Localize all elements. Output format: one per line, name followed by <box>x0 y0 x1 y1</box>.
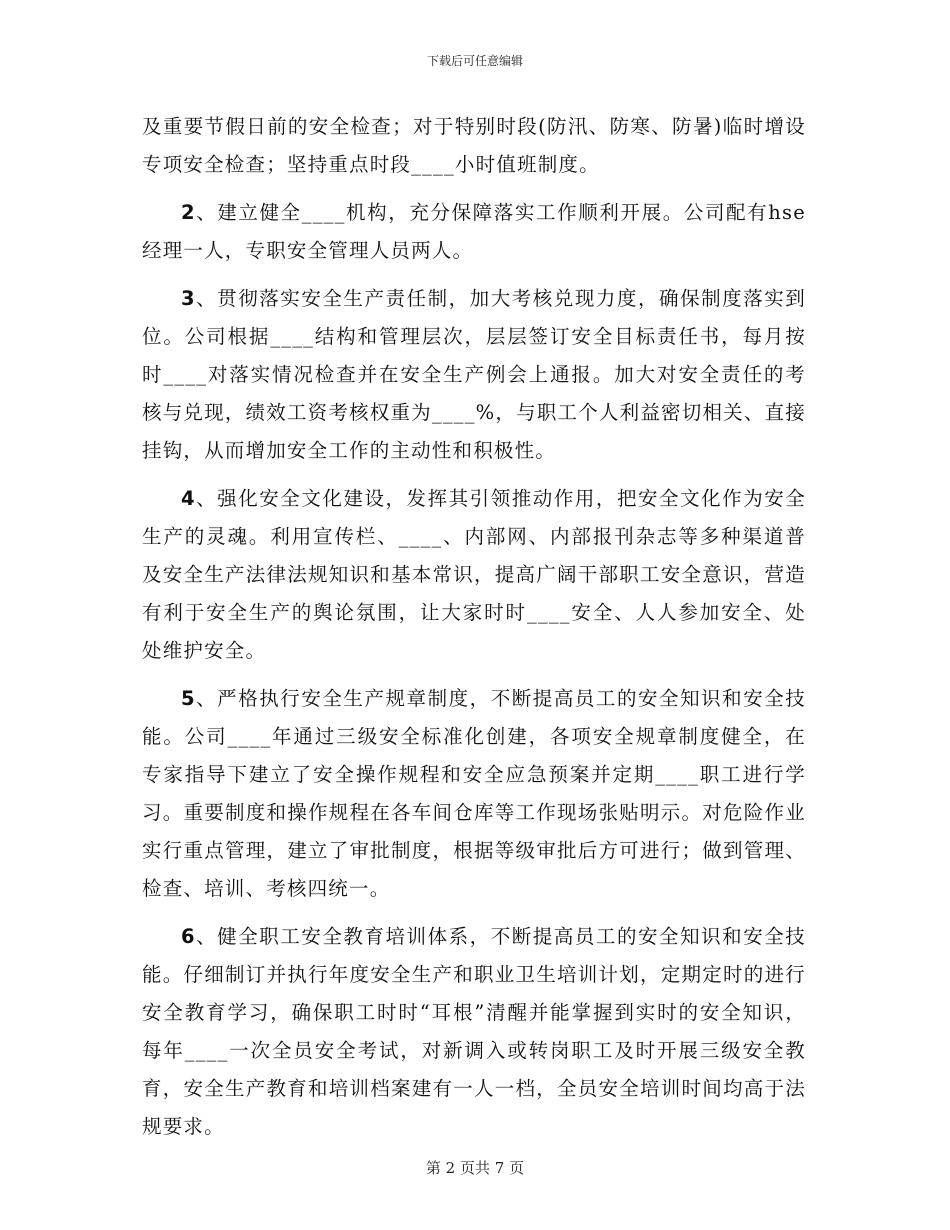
paragraph-2 <box>142 194 806 270</box>
paragraph-number: 6 <box>181 925 196 948</box>
paragraph-6 <box>142 918 806 1146</box>
paragraph-text: 、贯彻落实安全生产责任制，加大考核兑现力度，确保制度落实到位。公司根据____结构和管理层次，层层签订安全目标责任书，每月按时____对落实情况检查并在安全生产例会上通报。加大对安全责任的考核与兑现，绩效工资考核权重为____%，与职工个人利益密切相关、直接挂钩，从而增加安全工作的主动性和积极性。 <box>142 287 806 462</box>
paragraph-1 <box>142 108 806 184</box>
paragraph-3 <box>142 280 806 470</box>
paragraph-text: 、严格执行安全生产规章制度，不断提高员工的安全知识和安全技能。公司____年通过三级安全标准化创建，各项安全规章制度健全，在专家指导下建立了安全操作规程和安全应急预案并定期____职工进行学习。重要制度和操作规程在各车间仓库等工作现场张贴明示。对危险作业实行重点管理，建立了审批制度，根据等级审批后方可进行；做到管理、检查、培训、考核四统一。 <box>142 687 806 900</box>
page-number-footer: 第 2 页共 7 页 <box>425 1159 525 1177</box>
paragraph-5 <box>142 680 806 908</box>
paragraph-text: 、强化安全文化建设，发挥其引领推动作用，把安全文化作为安全生产的灵魂。利用宣传栏、____、内部网、内部报刊杂志等多种渠道普及安全生产法律法规知识和基本常识，提高广阔干部职工安全意识，营造有利于安全生产的舆论氛围，让大家时时____安全、人人参加安全、处处维护安全。 <box>142 487 806 662</box>
paragraph-number: 3 <box>181 287 196 310</box>
paragraph-4 <box>142 480 806 670</box>
page-header-note: 下载后可任意编辑 <box>426 54 523 68</box>
paragraph-text: 、建立健全____机构，充分保障落实工作顺利开展。公司配有hse经理一人，专职安全管理人员两人。 <box>142 201 806 262</box>
paragraph-number: 5 <box>181 687 196 710</box>
document-body <box>142 108 806 1156</box>
paragraph-number: 2 <box>181 201 196 224</box>
paragraph-text: 、健全职工安全教育培训体系，不断提高员工的安全知识和安全技能。仔细制订并执行年度安全生产和职业卫生培训计划，定期定时的进行安全教育学习，确保职工时时“耳根”清醒并能掌握到实时的安全知识，每年____一次全员安全考试，对新调入或转岗职工及时开展三级安全教育，安全生产教育和培训档案建有一人一档，全员安全培训时间均高于法规要求。 <box>142 925 806 1138</box>
paragraph-number: 4 <box>181 487 196 510</box>
paragraph-text: 及重要节假日前的安全检查；对于特别时段(防汛、防寒、防暑)临时增设专项安全检查；坚持重点时段____小时值班制度。 <box>142 115 806 176</box>
